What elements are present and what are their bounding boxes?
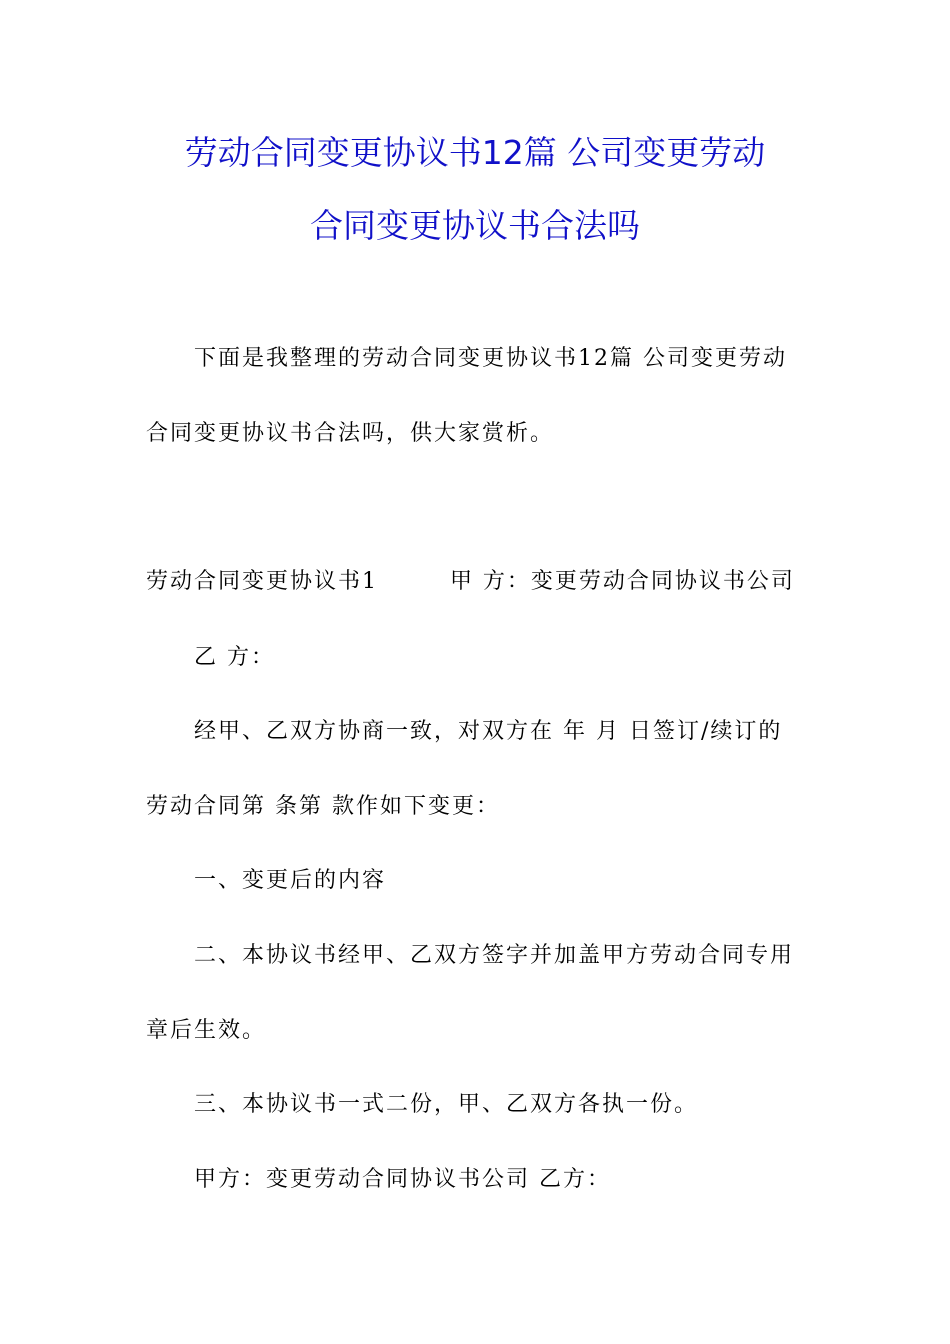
clause-3: 三、本协议书一式二份，甲、乙双方各执一份。 (194, 1092, 699, 1117)
agreement-heading-line: 劳动合同变更协议书1 甲 方：变更劳动合同协议书公司 (146, 569, 795, 594)
party-b-label: 乙 方： (194, 645, 275, 670)
intro-line-2: 合同变更协议书合法吗，供大家赏析。 (146, 421, 555, 446)
clause-2-line-1: 二、本协议书经甲、乙双方签字并加盖甲方劳动合同专用 (194, 943, 795, 968)
document-title-line-1: 劳动合同变更协议书12篇 公司变更劳动 (184, 133, 766, 172)
intro-line-1: 下面是我整理的劳动合同变更协议书12篇 公司变更劳动 (194, 346, 787, 371)
clause-1: 一、变更后的内容 (194, 868, 387, 893)
body-paragraph-line-1: 经甲、乙双方协商一致，对双方在 年 月 日签订/续订的 (194, 719, 783, 744)
document-title-line-2: 合同变更协议书合法吗 (310, 206, 640, 245)
signature-line: 甲方：变更劳动合同协议书公司 乙方： (194, 1167, 611, 1192)
body-paragraph-line-2: 劳动合同第 条第 款作如下变更： (146, 794, 500, 819)
clause-2-line-2: 章后生效。 (146, 1018, 267, 1043)
